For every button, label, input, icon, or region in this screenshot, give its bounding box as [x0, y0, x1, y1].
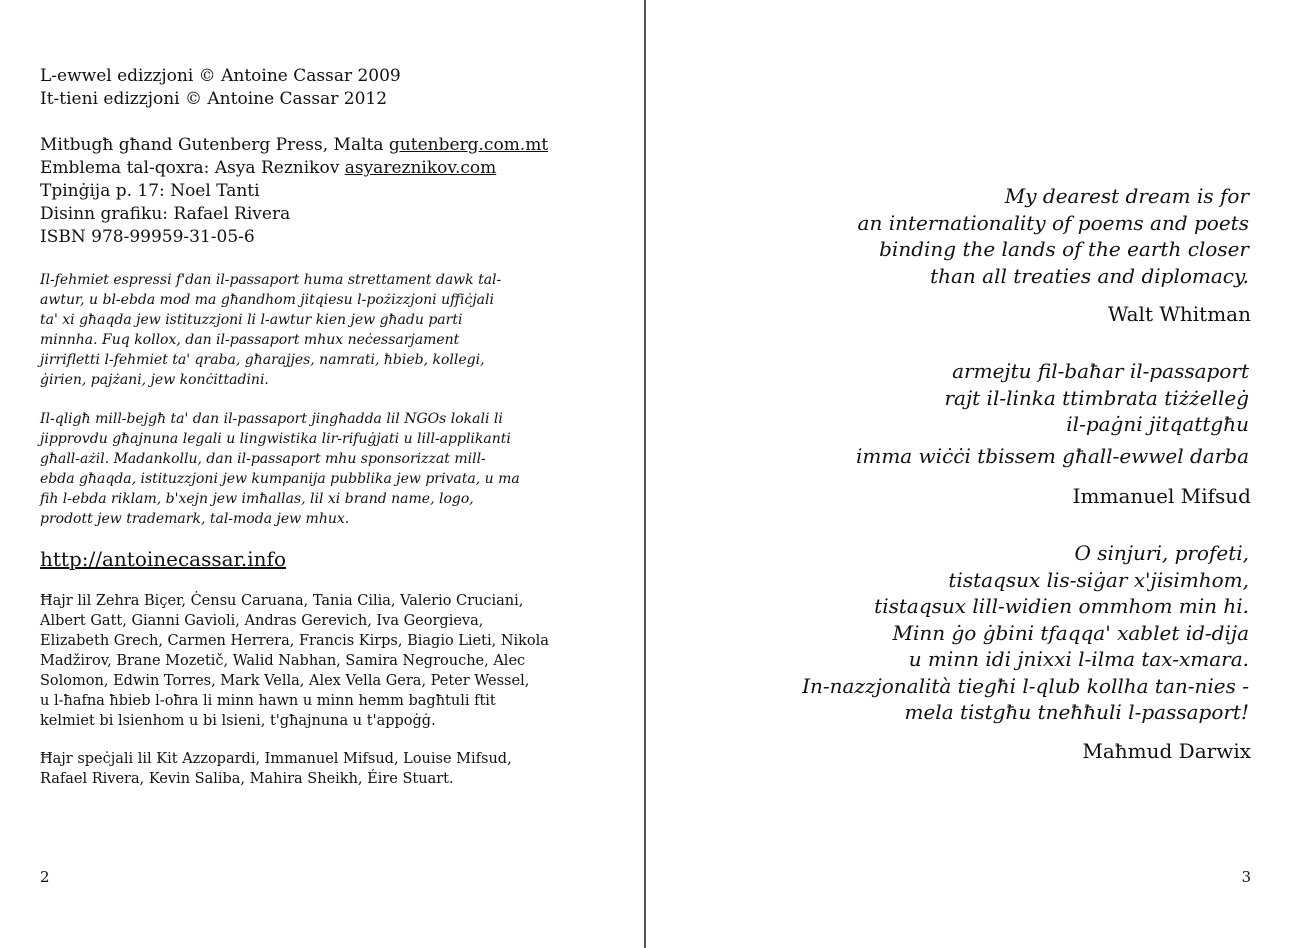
- quote-line: My dearest dream is for: [1004, 184, 1249, 208]
- disclaimer-line: Il-fehmiet espressi f'dan il-passaport huma strettament dawk tal-: [40, 272, 502, 288]
- printer-credit-text: Mitbugħ għand Gutenberg Press, Malta: [40, 135, 389, 155]
- thanks-line: Madžirov, Brane Mozetič, Walid Nabhan, Samira Negrouche, Alec: [40, 653, 526, 669]
- disclaimer-opinions: [40, 270, 501, 390]
- edition-line: L-ewwel edizzjoni © Antoine Cassar 2009: [40, 66, 401, 86]
- quote-line: imma wiċċi tbissem għall-ewwel darba: [855, 444, 1249, 468]
- illustration-credit: Tpinġija p. 17: Noel Tanti: [40, 181, 260, 201]
- disclaimer-line: jirrifletti l-fehmiet ta' qraba, għarajjes, namrati, ħbieb, kollegi,: [40, 352, 485, 368]
- thanks-line: Elizabeth Grech, Carmen Herrera, Francis Kirps, Biagio Lieti, Nikola: [40, 633, 549, 649]
- quote-line: O sinjuri, profeti,: [1074, 541, 1249, 565]
- thanks-line: kelmiet bi lsienhom u bi lsieni, t'għajnuna u t'appoġġ.: [40, 713, 436, 729]
- right-page: [647, 0, 1291, 948]
- disclaimer-line: jipprovdu għajnuna legali u lingwistika lir-rifuġjati u lill-applikanti: [40, 431, 511, 447]
- quote-line: tistaqsux lill-widien ommhom min hi.: [874, 594, 1249, 618]
- disclaimer-line: prodott jew trademark, tal-moda jew mhux.: [40, 511, 350, 527]
- special-thanks-line: Rafael Rivera, Kevin Saliba, Mahira Sheikh, Éire Stuart.: [40, 771, 454, 787]
- design-credit: Disinn grafiku: Rafael Rivera: [40, 204, 291, 224]
- book-spine: [644, 0, 646, 948]
- website-block: [40, 546, 286, 572]
- isbn: ISBN 978-99959-31-05-6: [40, 227, 255, 247]
- quote-line: mela tistgħu tneħħuli l-passaport!: [904, 700, 1249, 724]
- page-number-left: 2: [40, 868, 50, 886]
- thanks-line: u l-ħafna ħbieb l-oħra li minn hawn u minn hemm bagħtuli ftit: [40, 693, 496, 709]
- disclaimer-line: minnha. Fuq kollox, dan il-passaport mhux neċessarjament: [40, 332, 460, 348]
- disclaimer-line: ebda għaqda, istituzzjoni jew kumpanija pubblika jew privata, u ma: [40, 471, 520, 487]
- thanks-line: Solomon, Edwin Torres, Mark Vella, Alex Vella Gera, Peter Wessel,: [40, 673, 530, 689]
- printer-credit: [40, 134, 548, 157]
- quote-author-darwix: Maħmud Darwix: [1082, 739, 1251, 763]
- quote-line: rajt il-linka ttimbrata tiżżelleġ: [944, 385, 1249, 410]
- quote-darwix: [802, 540, 1249, 726]
- quote-line: il-paġni jitqattgħu: [1066, 412, 1249, 436]
- quote-line: Minn ġo ġbini tfaqqa' xablet id-dija: [892, 620, 1249, 645]
- asyareznikov-link[interactable]: asyareznikov.com: [344, 158, 497, 178]
- edition-line: It-tieni edizzjoni © Antoine Cassar 2012: [40, 89, 388, 109]
- disclaimer-proceeds: [40, 409, 520, 529]
- quote-mifsud: [944, 358, 1249, 438]
- quote-line: armejtu fil-baħar il-passaport: [952, 359, 1249, 383]
- quote-author-mifsud: Immanuel Mifsud: [1072, 484, 1251, 508]
- disclaimer-line: għall-ażil. Madankollu, dan il-passaport mhu sponsorizzat mill-: [40, 451, 486, 467]
- website-link[interactable]: http://antoinecassar.info: [40, 547, 286, 571]
- quote-line: u minn idi jnixxi l-ilma tax-xmara.: [908, 647, 1249, 671]
- disclaimer-line: ta' xi għaqda jew istituzzjoni li l-awtur kien jew għadu parti: [40, 312, 463, 328]
- thanks-line: Albert Gatt, Gianni Gavioli, Andras Gerevich, Iva Georgieva,: [40, 613, 484, 629]
- disclaimer-line: fih l-ebda riklam, b'xejn jew imħallas, lil xi brand name, logo,: [40, 491, 474, 507]
- emblem-credit: [40, 157, 548, 180]
- quote-whitman: [858, 183, 1249, 289]
- disclaimer-line: Il-qligħ mill-bejgħ ta' dan il-passaport jingħadda lil NGOs lokali li: [40, 411, 503, 427]
- left-page: [0, 0, 644, 948]
- disclaimer-line: ġirien, pajżani, jew konċittadini.: [40, 372, 269, 388]
- disclaimer-line: awtur, u bl-ebda mod ma għandhom jitqiesu l-pożizzjoni uffiċjali: [40, 292, 494, 308]
- credits-block: [40, 134, 548, 249]
- gutenberg-link[interactable]: gutenberg.com.mt: [388, 135, 549, 155]
- quote-line: tistaqsux lis-siġar x'jisimhom,: [948, 567, 1249, 592]
- thanks-line: Ħajr lil Zehra Biçer, Ċensu Caruana, Tania Cilia, Valerio Cruciani,: [40, 593, 524, 609]
- quote-line: In-nazzjonalità tiegħi l-qlub kollha tan-nies -: [802, 673, 1249, 698]
- editions-block: [40, 65, 401, 111]
- quote-line: an internationality of poems and poets: [857, 210, 1249, 235]
- quote-line: than all treaties and diplomacy.: [930, 263, 1249, 288]
- quote-mifsud-last-line: [856, 443, 1249, 470]
- special-acknowledgements: [40, 749, 512, 789]
- special-thanks-line: Ħajr speċjali lil Kit Azzopardi, Immanuel Mifsud, Louise Mifsud,: [40, 751, 512, 767]
- quote-author-whitman: Walt Whitman: [1107, 302, 1251, 326]
- page-number-right: 3: [1241, 868, 1251, 886]
- quote-line: binding the lands of the earth closer: [879, 237, 1249, 261]
- acknowledgements: [40, 591, 549, 731]
- emblem-credit-text: Emblema tal-qoxra: Asya Reznikov: [40, 158, 345, 178]
